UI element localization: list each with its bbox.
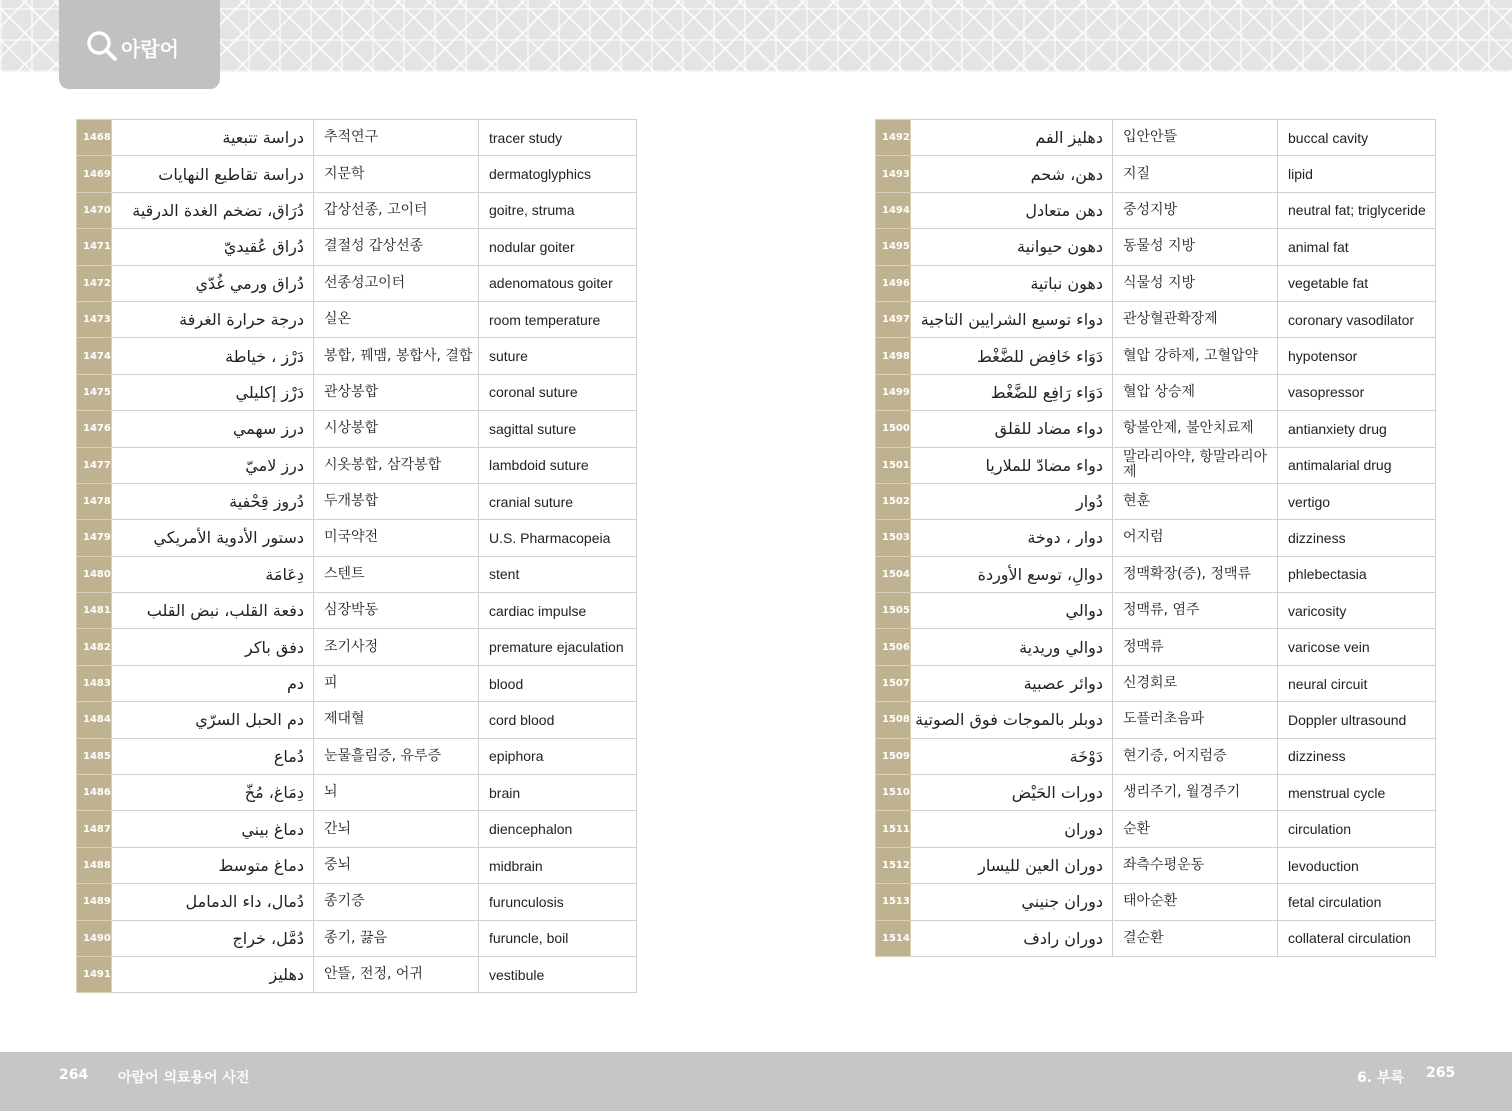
english-term: levoduction [1278, 847, 1436, 883]
entry-number: 1512 [876, 847, 911, 883]
korean-term: 결순환 [1113, 920, 1278, 956]
entry-number: 1497 [876, 301, 911, 337]
arabic-term: دواء مضادّ للملاريا [911, 447, 1113, 483]
arabic-term: دُماع [112, 738, 314, 774]
table-row [77, 483, 637, 519]
entry-number: 1483 [77, 665, 112, 701]
korean-term: 중뇌 [314, 847, 479, 883]
entry-number: 1494 [876, 192, 911, 228]
entry-number: 1493 [876, 156, 911, 192]
entry-number: 1473 [77, 301, 112, 337]
english-term: lipid [1278, 156, 1436, 192]
table-row [876, 629, 1436, 665]
korean-term: 순환 [1113, 811, 1278, 847]
table-row [876, 120, 1436, 156]
english-term: menstrual cycle [1278, 775, 1436, 811]
arabic-term: دواء مضاد للقلق [911, 411, 1113, 447]
tab-label: 아랍어 [121, 37, 179, 61]
arabic-term: دوالي وريدية [911, 629, 1113, 665]
korean-term: 신경회로 [1113, 665, 1278, 701]
korean-term: 입안안뜰 [1113, 120, 1278, 156]
table-row [77, 775, 637, 811]
table-row [876, 447, 1436, 483]
left-dictionary-table [76, 119, 637, 993]
arabic-term: دوران جنيني [911, 884, 1113, 920]
section-label: 6. 부록 [1357, 1070, 1404, 1086]
entry-number: 1514 [876, 920, 911, 956]
korean-term: 시상봉합 [314, 411, 479, 447]
english-term: tracer study [479, 120, 637, 156]
english-term: U.S. Pharmacopeia [479, 520, 637, 556]
english-term: cardiac impulse [479, 593, 637, 629]
arabic-term: دُراق عُقيديّ [112, 229, 314, 265]
korean-term: 종기, 끓음 [314, 920, 479, 956]
english-term: hypotensor [1278, 338, 1436, 374]
magnifier-icon [85, 29, 119, 63]
entry-number: 1490 [77, 920, 112, 956]
english-term: vegetable fat [1278, 265, 1436, 301]
english-term: epiphora [479, 738, 637, 774]
arabic-term: درز لاميّ [112, 447, 314, 483]
arabic-term: درز سهمي [112, 411, 314, 447]
entry-number: 1499 [876, 374, 911, 410]
english-term: antianxiety drug [1278, 411, 1436, 447]
english-term: coronal suture [479, 374, 637, 410]
korean-term: 피 [314, 665, 479, 701]
entry-number: 1491 [77, 956, 112, 992]
english-term: vasopressor [1278, 374, 1436, 410]
arabic-term: دِعَامَة [112, 556, 314, 592]
arabic-term: دوار ، دوخة [911, 520, 1113, 556]
table-row [77, 847, 637, 883]
table-row [876, 702, 1436, 738]
arabic-term: دوائر عصبية [911, 665, 1113, 701]
korean-term: 추적연구 [314, 120, 479, 156]
english-term: brain [479, 775, 637, 811]
english-term: lambdoid suture [479, 447, 637, 483]
english-term: buccal cavity [1278, 120, 1436, 156]
entry-number: 1503 [876, 520, 911, 556]
english-term: phlebectasia [1278, 556, 1436, 592]
entry-number: 1495 [876, 229, 911, 265]
korean-term: 심장박동 [314, 593, 479, 629]
arabic-term: دهليز [112, 956, 314, 992]
korean-term: 실온 [314, 301, 479, 337]
entry-number: 1469 [77, 156, 112, 192]
right-dictionary-table [875, 119, 1436, 957]
table-row [876, 483, 1436, 519]
english-term: neutral fat; triglyceride [1278, 192, 1436, 228]
english-term: dizziness [1278, 738, 1436, 774]
table-row [77, 956, 637, 992]
entry-number: 1474 [77, 338, 112, 374]
arabic-term: دوران رادف [911, 920, 1113, 956]
entry-number: 1477 [77, 447, 112, 483]
english-term: room temperature [479, 301, 637, 337]
arabic-term: دَرْز إكليلي [112, 374, 314, 410]
table-row [876, 301, 1436, 337]
korean-term: 봉합, 꿰맴, 봉합사, 결합 [314, 338, 479, 374]
table-row [77, 811, 637, 847]
entry-number: 1504 [876, 556, 911, 592]
right-page-number: 265 [1426, 1065, 1456, 1081]
korean-term: 혈압 강하제, 고혈압약 [1113, 338, 1278, 374]
entry-number: 1471 [77, 229, 112, 265]
arabic-term: دَوْخَة [911, 738, 1113, 774]
entry-number: 1510 [876, 775, 911, 811]
entry-number: 1511 [876, 811, 911, 847]
entry-number: 1484 [77, 702, 112, 738]
table-row [876, 665, 1436, 701]
entry-number: 1509 [876, 738, 911, 774]
english-term: stent [479, 556, 637, 592]
arabic-term: دراسة تتبعية [112, 120, 314, 156]
korean-term: 식물성 지방 [1113, 265, 1278, 301]
korean-term: 정맥류, 염주 [1113, 593, 1278, 629]
arabic-term: دوالِ، توسع الأوردة [911, 556, 1113, 592]
table-row [876, 374, 1436, 410]
entry-number: 1479 [77, 520, 112, 556]
arabic-term: دهن، شحم [911, 156, 1113, 192]
entry-number: 1502 [876, 483, 911, 519]
entry-number: 1500 [876, 411, 911, 447]
english-term: varicose vein [1278, 629, 1436, 665]
table-row [77, 156, 637, 192]
korean-term: 현훈 [1113, 483, 1278, 519]
korean-term: 시옷봉합, 삼각봉합 [314, 447, 479, 483]
korean-term: 좌측수평운동 [1113, 847, 1278, 883]
arabic-term: دِمَاغ، مُخّ [112, 775, 314, 811]
arabic-term: دم الحبل السرّي [112, 702, 314, 738]
entry-number: 1489 [77, 884, 112, 920]
english-term: dizziness [1278, 520, 1436, 556]
entry-number: 1472 [77, 265, 112, 301]
english-term: goitre, struma [479, 192, 637, 228]
entry-number: 1506 [876, 629, 911, 665]
korean-term: 뇌 [314, 775, 479, 811]
table-row [876, 775, 1436, 811]
table-row [77, 229, 637, 265]
arabic-term: دُراق ورمي غُدّي [112, 265, 314, 301]
english-term: sagittal suture [479, 411, 637, 447]
arabic-term: دهليز الفم [911, 120, 1113, 156]
left-page-number: 264 [59, 1067, 89, 1083]
korean-term: 두개봉합 [314, 483, 479, 519]
korean-term: 도플러초음파 [1113, 702, 1278, 738]
entry-number: 1478 [77, 483, 112, 519]
english-term: collateral circulation [1278, 920, 1436, 956]
arabic-term: دستور الأدوية الأمريكي [112, 520, 314, 556]
english-term: suture [479, 338, 637, 374]
entry-number: 1470 [77, 192, 112, 228]
korean-term: 혈압 상승제 [1113, 374, 1278, 410]
korean-term: 현기증, 어지럼증 [1113, 738, 1278, 774]
arabic-term: دهون نباتية [911, 265, 1113, 301]
arabic-term: دُرَاق، تضخم الغدة الدرقية [112, 192, 314, 228]
table-row [77, 265, 637, 301]
arabic-term: دراسة تقاطيع النهايات [112, 156, 314, 192]
table-row [876, 738, 1436, 774]
english-term: animal fat [1278, 229, 1436, 265]
entry-number: 1475 [77, 374, 112, 410]
entry-number: 1513 [876, 884, 911, 920]
korean-term: 항불안제, 불안치료제 [1113, 411, 1278, 447]
korean-term: 갑상선종, 고이터 [314, 192, 479, 228]
arabic-term: دورات الحَيْض [911, 775, 1113, 811]
table-row [77, 374, 637, 410]
entry-number: 1486 [77, 775, 112, 811]
table-row [77, 338, 637, 374]
english-term: fetal circulation [1278, 884, 1436, 920]
table-row [876, 338, 1436, 374]
english-term: dermatoglyphics [479, 156, 637, 192]
arabic-term: دواء توسيع الشرايين التاجية [911, 301, 1113, 337]
english-term: furunculosis [479, 884, 637, 920]
english-term: midbrain [479, 847, 637, 883]
table-row [77, 629, 637, 665]
arabic-term: دُروز قِحْفية [112, 483, 314, 519]
arabic-term: دوالي [911, 593, 1113, 629]
arabic-term: دُمَّل، خراج [112, 920, 314, 956]
english-term: cord blood [479, 702, 637, 738]
table-row [876, 920, 1436, 956]
english-term: Doppler ultrasound [1278, 702, 1436, 738]
table-row [876, 556, 1436, 592]
entry-number: 1476 [77, 411, 112, 447]
korean-term: 말라리아약, 항말라리아제 [1113, 447, 1278, 483]
entry-number: 1485 [77, 738, 112, 774]
korean-term: 안뜰, 전정, 어귀 [314, 956, 479, 992]
english-term: circulation [1278, 811, 1436, 847]
english-term: adenomatous goiter [479, 265, 637, 301]
header-pattern [0, 0, 1512, 72]
arabic-term: دوبلر بالموجات فوق الصوتية [911, 702, 1113, 738]
entry-number: 1488 [77, 847, 112, 883]
table-row [876, 411, 1436, 447]
english-term: vestibule [479, 956, 637, 992]
table-row [77, 593, 637, 629]
korean-term: 간뇌 [314, 811, 479, 847]
arabic-term: دفعة القلب، نبض القلب [112, 593, 314, 629]
table-row [876, 192, 1436, 228]
table-row [77, 738, 637, 774]
korean-term: 미국약전 [314, 520, 479, 556]
arabic-term: دم [112, 665, 314, 701]
english-term: diencephalon [479, 811, 637, 847]
page-footer [0, 1052, 1512, 1111]
english-term: nodular goiter [479, 229, 637, 265]
entry-number: 1501 [876, 447, 911, 483]
english-term: cranial suture [479, 483, 637, 519]
arabic-term: دَرْز ، خياطة [112, 338, 314, 374]
entry-number: 1496 [876, 265, 911, 301]
korean-term: 어지럼 [1113, 520, 1278, 556]
korean-term: 지질 [1113, 156, 1278, 192]
entry-number: 1481 [77, 593, 112, 629]
table-row [876, 884, 1436, 920]
entry-number: 1480 [77, 556, 112, 592]
arabic-term: دماغ متوسط [112, 847, 314, 883]
table-row [77, 192, 637, 228]
arabic-term: درجة حرارة الغرفة [112, 301, 314, 337]
table-row [876, 520, 1436, 556]
korean-term: 정맥류 [1113, 629, 1278, 665]
korean-term: 제대혈 [314, 702, 479, 738]
arabic-term: دهون حيوانية [911, 229, 1113, 265]
arabic-term: دَوَاء رَافِع للضَّغْط [911, 374, 1113, 410]
korean-term: 관상혈관확장제 [1113, 301, 1278, 337]
table-row [876, 229, 1436, 265]
korean-term: 동물성 지방 [1113, 229, 1278, 265]
korean-term: 결절성 갑상선종 [314, 229, 479, 265]
arabic-term: دُوار [911, 483, 1113, 519]
korean-term: 스텐트 [314, 556, 479, 592]
korean-term: 태아순환 [1113, 884, 1278, 920]
english-term: blood [479, 665, 637, 701]
table-row [77, 665, 637, 701]
entry-number: 1482 [77, 629, 112, 665]
english-term: varicosity [1278, 593, 1436, 629]
entry-number: 1498 [876, 338, 911, 374]
entry-number: 1508 [876, 702, 911, 738]
entry-number: 1468 [77, 120, 112, 156]
korean-term: 정맥확장(증), 정맥류 [1113, 556, 1278, 592]
korean-term: 눈물흘림증, 유루증 [314, 738, 479, 774]
korean-term: 선종성고이터 [314, 265, 479, 301]
korean-term: 관상봉합 [314, 374, 479, 410]
english-term: vertigo [1278, 483, 1436, 519]
arabic-term: دوران [911, 811, 1113, 847]
table-row [77, 556, 637, 592]
korean-term: 지문학 [314, 156, 479, 192]
arabic-term: دوران العين لليسار [911, 847, 1113, 883]
english-term: furuncle, boil [479, 920, 637, 956]
entry-number: 1487 [77, 811, 112, 847]
english-term: neural circuit [1278, 665, 1436, 701]
table-row [77, 920, 637, 956]
arabic-term: دُمال، داء الدمامل [112, 884, 314, 920]
entry-number: 1492 [876, 120, 911, 156]
table-row [876, 593, 1436, 629]
korean-term: 중성지방 [1113, 192, 1278, 228]
table-row [77, 447, 637, 483]
korean-term: 생리주기, 월경주기 [1113, 775, 1278, 811]
table-row [876, 847, 1436, 883]
arabic-term: دَوَاء خَافِض للضَّغْط [911, 338, 1113, 374]
entry-number: 1505 [876, 593, 911, 629]
korean-term: 종기증 [314, 884, 479, 920]
english-term: premature ejaculation [479, 629, 637, 665]
book-title: 아랍어 의료용어 사전 [118, 1070, 250, 1086]
table-row [77, 120, 637, 156]
table-row [77, 411, 637, 447]
english-term: antimalarial drug [1278, 447, 1436, 483]
english-term: coronary vasodilator [1278, 301, 1436, 337]
arabic-term: دفق باكر [112, 629, 314, 665]
table-row [876, 811, 1436, 847]
table-row [77, 301, 637, 337]
table-row [77, 702, 637, 738]
arabic-term: دهن متعادل [911, 192, 1113, 228]
table-row [876, 156, 1436, 192]
table-row [77, 884, 637, 920]
korean-term: 조기사정 [314, 629, 479, 665]
language-tab [59, 0, 220, 89]
arabic-term: دماغ بيني [112, 811, 314, 847]
entry-number: 1507 [876, 665, 911, 701]
table-row [876, 265, 1436, 301]
table-row [77, 520, 637, 556]
